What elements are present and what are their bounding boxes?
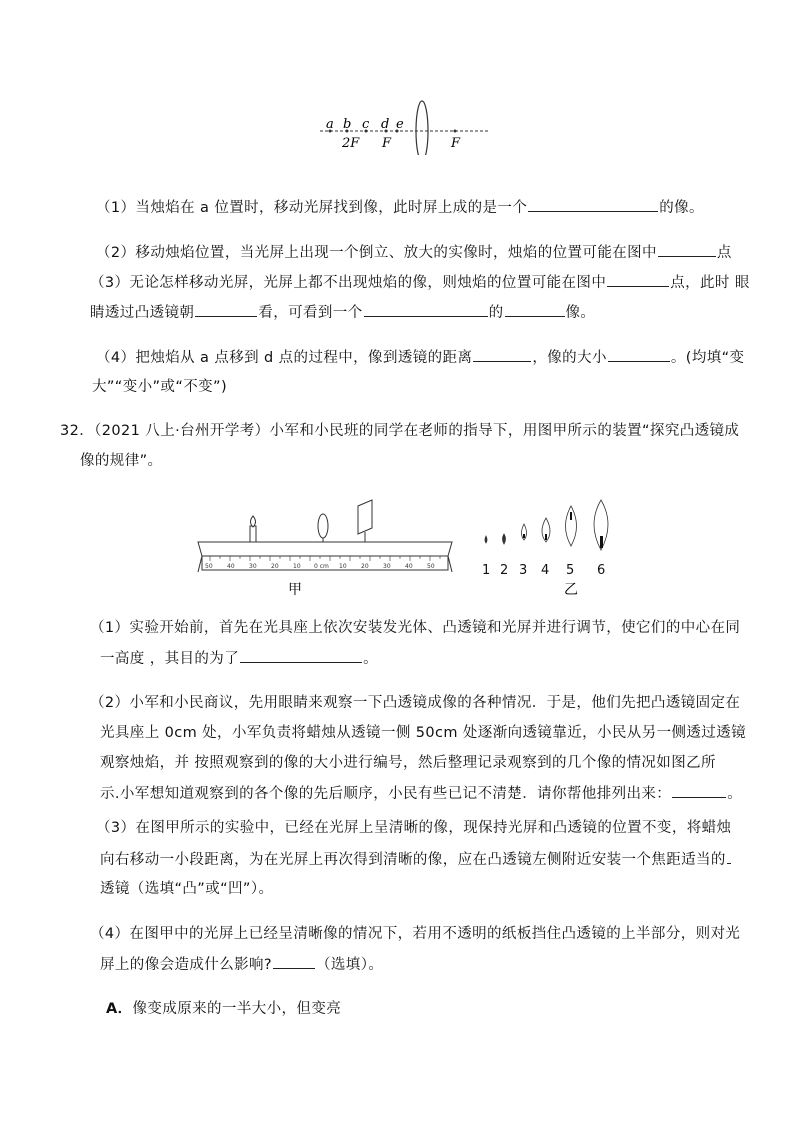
answer-blank[interactable] bbox=[658, 241, 716, 257]
point-c: c bbox=[362, 117, 370, 132]
q31-part3-line2: 睛透过凸透镜朝 看，可看到一个 的 像。 bbox=[90, 301, 595, 324]
q31-part2: （2）移动烛焰位置，当光屏上出现一个倒立、放大的实像时，烛焰的位置可能在图中 点 bbox=[96, 241, 732, 264]
q32-part3-line1: （3）在图甲所示的实验中，已经在光屏上呈清晰的像，现保持光屏和凸透镜的位置不变，将蜡烛 bbox=[96, 820, 732, 836]
q32-part1-line1: （1）实验开始前，首先在光具座上依次安装发光体、凸透镜和光屏并进行调节，使它们的中心在同 bbox=[90, 620, 741, 636]
ruler-tick: 20 bbox=[271, 563, 279, 570]
figure-label-yi: 乙 bbox=[564, 582, 578, 598]
flame-number: 4 bbox=[541, 563, 550, 578]
q32-part2-line4: 示.小军想知道观察到的各个像的先后顺序，小民有些已记不清楚．请你帮他排列出来： 。 bbox=[100, 782, 742, 805]
q32-part2-line1: （2）小军和小民商议，先用眼睛来观察一下凸透镜成像的各种情况．于是，他们先把凸透镜固定在 bbox=[90, 695, 741, 711]
label-2f: 2F bbox=[342, 136, 360, 151]
flame-number: 6 bbox=[597, 563, 606, 578]
q32-part4-line1: （4）在图甲中的光屏上已经呈清晰像的情况下，若用不透明的纸板挡住凸透镜的上半部分，则对光 bbox=[90, 926, 741, 942]
q31-part1: （1）当烛焰在 a 位置时，移动光屏找到像，此时屏上成的是一个 的像。 bbox=[96, 196, 704, 219]
lens-diagram bbox=[318, 95, 490, 155]
ruler-tick: 0 cm bbox=[314, 563, 329, 570]
optical-bench-figure bbox=[190, 498, 460, 600]
q32-part2-line3: 观察烛焰，并 按照观察到的像的大小进行编号，然后整理记录观察到的几个像的情况如图乙所 bbox=[100, 755, 716, 771]
point-b: b bbox=[343, 117, 352, 132]
flame-images-figure bbox=[474, 498, 624, 600]
answer-blank[interactable] bbox=[473, 346, 531, 362]
answer-blank[interactable] bbox=[607, 271, 669, 287]
option-text: 像变成原来的一半大小，但变亮 bbox=[132, 1001, 342, 1017]
answer-blank[interactable] bbox=[608, 346, 670, 362]
flame-number: 3 bbox=[519, 563, 528, 578]
label-f-left: F bbox=[382, 136, 392, 151]
ruler-tick: 10 bbox=[339, 563, 347, 570]
answer-blank[interactable] bbox=[505, 301, 565, 317]
q32-part3-line3: 透镜（选填“凸”或“凹”）。 bbox=[100, 881, 274, 897]
answer-blank[interactable] bbox=[364, 301, 488, 317]
ruler-tick: 10 bbox=[293, 563, 301, 570]
point-d: d bbox=[381, 117, 390, 132]
q31-part3-line1: （3）无论怎样移动光屏，光屏上都不出现烛焰的像，则烛焰的位置可能在图中 点，此时 眼 bbox=[90, 271, 750, 294]
figure-label-jia: 甲 bbox=[288, 582, 302, 598]
ruler-tick: 50 bbox=[427, 563, 435, 570]
q32-header-cont: 像的规律”。 bbox=[80, 453, 163, 469]
ruler-tick: 30 bbox=[249, 563, 257, 570]
point-a: a bbox=[326, 117, 334, 132]
q32-header: 32．（2021 八上·台州开学考）小军和小民班的同学在老师的指导下，用图甲所示的装置“探究凸透镜成 bbox=[60, 423, 740, 439]
q32-part2-line2: 光具座上 0cm 处，小军负责将蜡烛从透镜一侧 50cm 处逐渐向透镜靠近，小民从另一侧透过透镜 bbox=[100, 725, 747, 741]
answer-blank[interactable] bbox=[273, 953, 315, 969]
answer-blank[interactable] bbox=[672, 782, 726, 798]
flame-number: 2 bbox=[500, 563, 509, 578]
ruler-tick: 30 bbox=[383, 563, 391, 570]
option-label: A． bbox=[106, 1001, 133, 1017]
answer-blank[interactable] bbox=[528, 196, 658, 212]
q32-part3-line2: 向右移动一小段距离，为在光屏上再次得到清晰的像，应在凸透镜左侧附近安装一个焦距适当的 bbox=[100, 848, 732, 871]
ruler-tick: 40 bbox=[227, 563, 235, 570]
ruler-tick: 40 bbox=[405, 563, 413, 570]
q32-part4-line2: 屏上的像会造成什么影响? （选填）。 bbox=[100, 953, 383, 976]
option-a bbox=[106, 998, 341, 1020]
answer-blank[interactable] bbox=[195, 301, 257, 317]
ruler-tick: 50 bbox=[205, 563, 213, 570]
answer-blank[interactable] bbox=[240, 647, 362, 663]
q32-part1-line2: 一高度 ，其目的为了 。 bbox=[100, 647, 378, 670]
ruler-tick: 20 bbox=[361, 563, 369, 570]
flame-number: 1 bbox=[482, 563, 491, 578]
point-e: e bbox=[396, 117, 404, 132]
answer-blank[interactable] bbox=[727, 848, 731, 864]
flame-number: 5 bbox=[566, 563, 575, 578]
q31-part4-line1: （4）把烛焰从 a 点移到 d 点的过程中，像到透镜的距离 ，像的大小 。(均填“变 bbox=[96, 346, 744, 369]
label-f-right: F bbox=[451, 136, 461, 151]
q31-part4-line2: 大”“变小”或“不变”) bbox=[92, 379, 228, 395]
